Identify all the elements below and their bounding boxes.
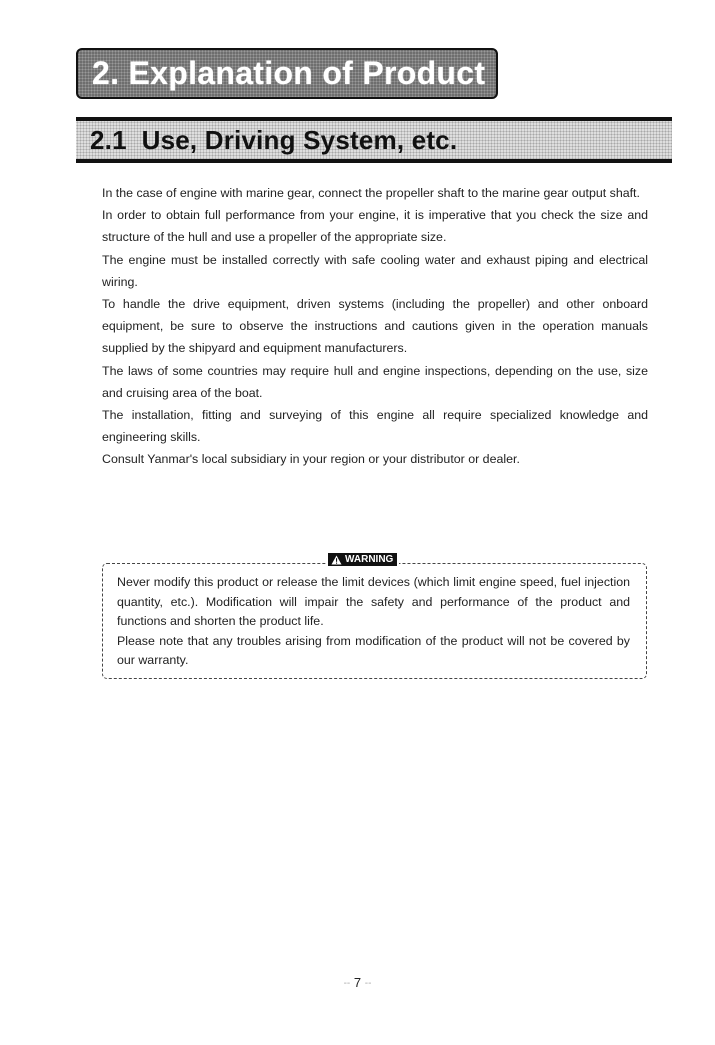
paragraph: In the case of engine with marine gear, connect the propeller shaft to the marine gear output shaft.: [102, 186, 640, 200]
page-number: [0, 975, 715, 990]
paragraph: In order to obtain full performance from your engine, it is imperative that you check the size and structure of the hull and use a propeller of the appropriate size.: [102, 208, 648, 245]
warning-label: [328, 553, 397, 566]
page-number-dash-left: --: [343, 978, 351, 990]
body-text: [102, 182, 648, 471]
warning-box: [102, 554, 647, 679]
subsection-title: 2.1 Use, Driving System, etc.: [90, 124, 458, 155]
page-number-value: 7: [353, 975, 362, 990]
warning-triangle-icon: [331, 555, 342, 565]
subsection-title-bar: [76, 117, 672, 163]
paragraph: The engine must be installed correctly with safe cooling water and exhaust piping and electrical wiring.: [102, 252, 648, 289]
page-number-dash-right: --: [364, 978, 372, 990]
section-title: 2. Explanation of Product: [92, 55, 486, 91]
warning-paragraph: Please note that any troubles arising from modification of the product will not be covered by our warranty.: [117, 633, 630, 668]
section-title-box: [76, 48, 498, 99]
paragraph: The laws of some countries may require hull and engine inspections, depending on the use, size and cruising area of the boat.: [102, 363, 648, 400]
paragraph: To handle the drive equipment, driven systems (including the propeller) and other onboard equipment, be sure to observe the instructions and cautions given in the operation manuals supplied by the shipyard and equipment manufacturers.: [102, 297, 648, 356]
warning-label-text: WARNING: [345, 554, 394, 565]
paragraph: Consult Yanmar's local subsidiary in your region or your distributor or dealer.: [102, 452, 520, 467]
warning-paragraph: Never modify this product or release the limit devices (which limit engine speed, fuel injection quantity, etc.). Modification will impair the safety and performance of the product and functions and shorten the product life.: [117, 575, 630, 629]
paragraph: The installation, fitting and surveying of this engine all require specialized knowledge and engineering skills.: [102, 408, 648, 445]
